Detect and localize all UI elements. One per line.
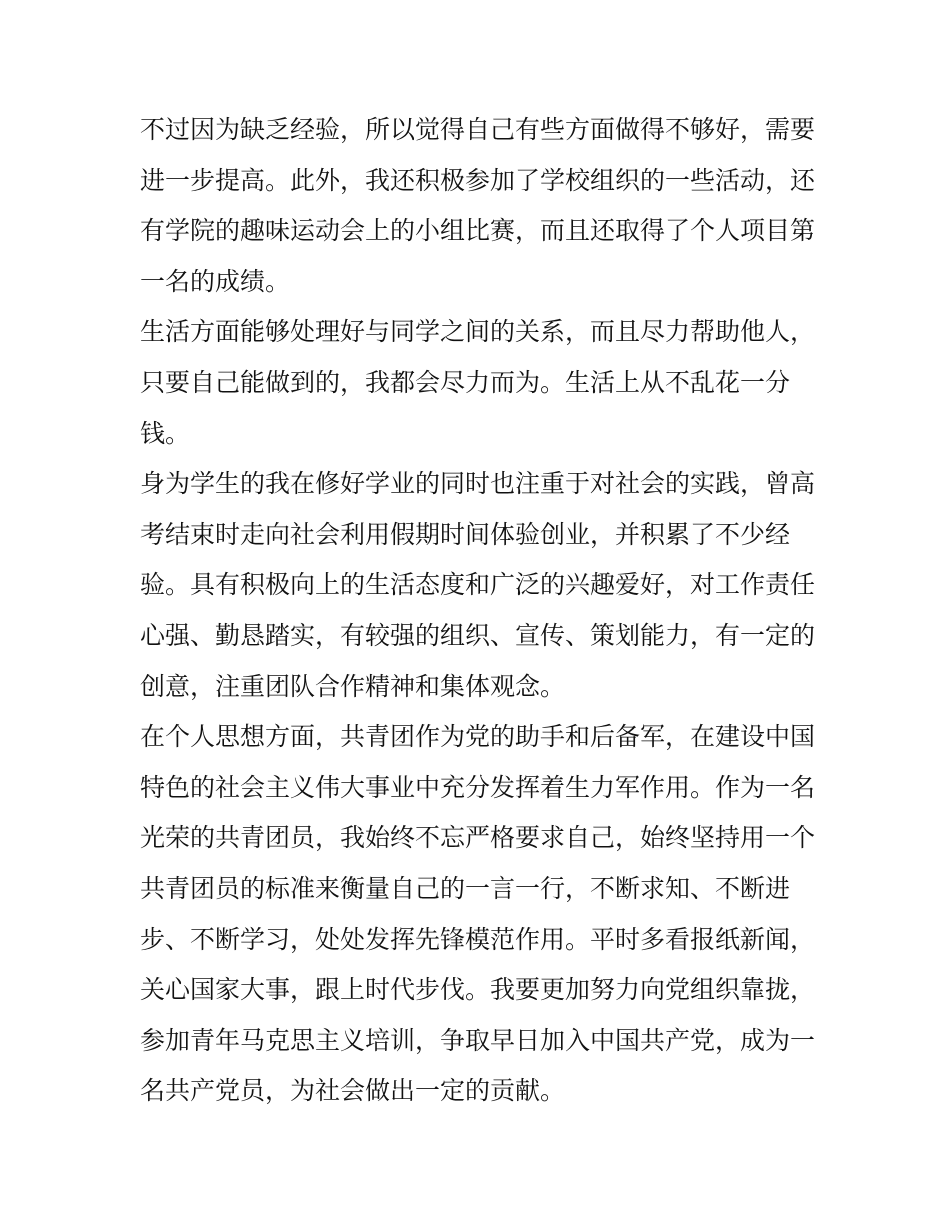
text-line: 考结束时走向社会利用假期时间体验创业，并积累了不少经 (140, 519, 791, 549)
text-line: 特色的社会主义伟大事业中充分发挥着生力军作用。作为一名 (140, 772, 816, 802)
text-line: 只要自己能做到的，我都会尽力而为。生活上从不乱花一分 (140, 367, 791, 397)
text-line: 身为学生的我在修好学业的同时也注重于对社会的实践，曾高 (140, 469, 816, 499)
text-line: 创意，注重团队合作精神和集体观念。 (140, 671, 566, 701)
text-line: 步、不断学习，处处发挥先锋模范作用。平时多看报纸新闻， (140, 924, 816, 954)
text-line: 名共产党员，为社会做出一定的贡献。 (140, 1076, 566, 1106)
text-line: 在个人思想方面，共青团作为党的助手和后备军，在建设中国 (140, 722, 816, 752)
body-text (140, 105, 830, 1117)
text-line: 有学院的趣味运动会上的小组比赛，而且还取得了个人项目第 (140, 216, 816, 246)
text-line: 钱。 (140, 418, 191, 448)
text-line: 不过因为缺乏经验，所以觉得自己有些方面做得不够好，需要 (140, 115, 816, 144)
text-line: 一名的成绩。 (140, 266, 291, 296)
text-line: 参加青年马克思主义培训，争取早日加入中国共产党，成为一 (140, 1025, 816, 1055)
text-line: 验。具有积极向上的生活态度和广泛的兴趣爱好，对工作责任 (140, 570, 816, 600)
text-line: 生活方面能够处理好与同学之间的关系，而且尽力帮助他人， (140, 317, 816, 347)
text-line: 共青团员的标准来衡量自己的一言一行，不断求知、不断进 (140, 873, 791, 903)
text-line: 光荣的共青团员，我始终不忘严格要求自己，始终坚持用一个 (140, 823, 816, 853)
text-line: 进一步提高。此外，我还积极参加了学校组织的一些活动，还 (140, 165, 816, 195)
text-line: 关心国家大事，跟上时代步伐。我要更加努力向党组织靠拢， (140, 975, 816, 1005)
text-line: 心强、勤恳踏实，有较强的组织、宣传、策划能力，有一定的 (140, 620, 816, 650)
